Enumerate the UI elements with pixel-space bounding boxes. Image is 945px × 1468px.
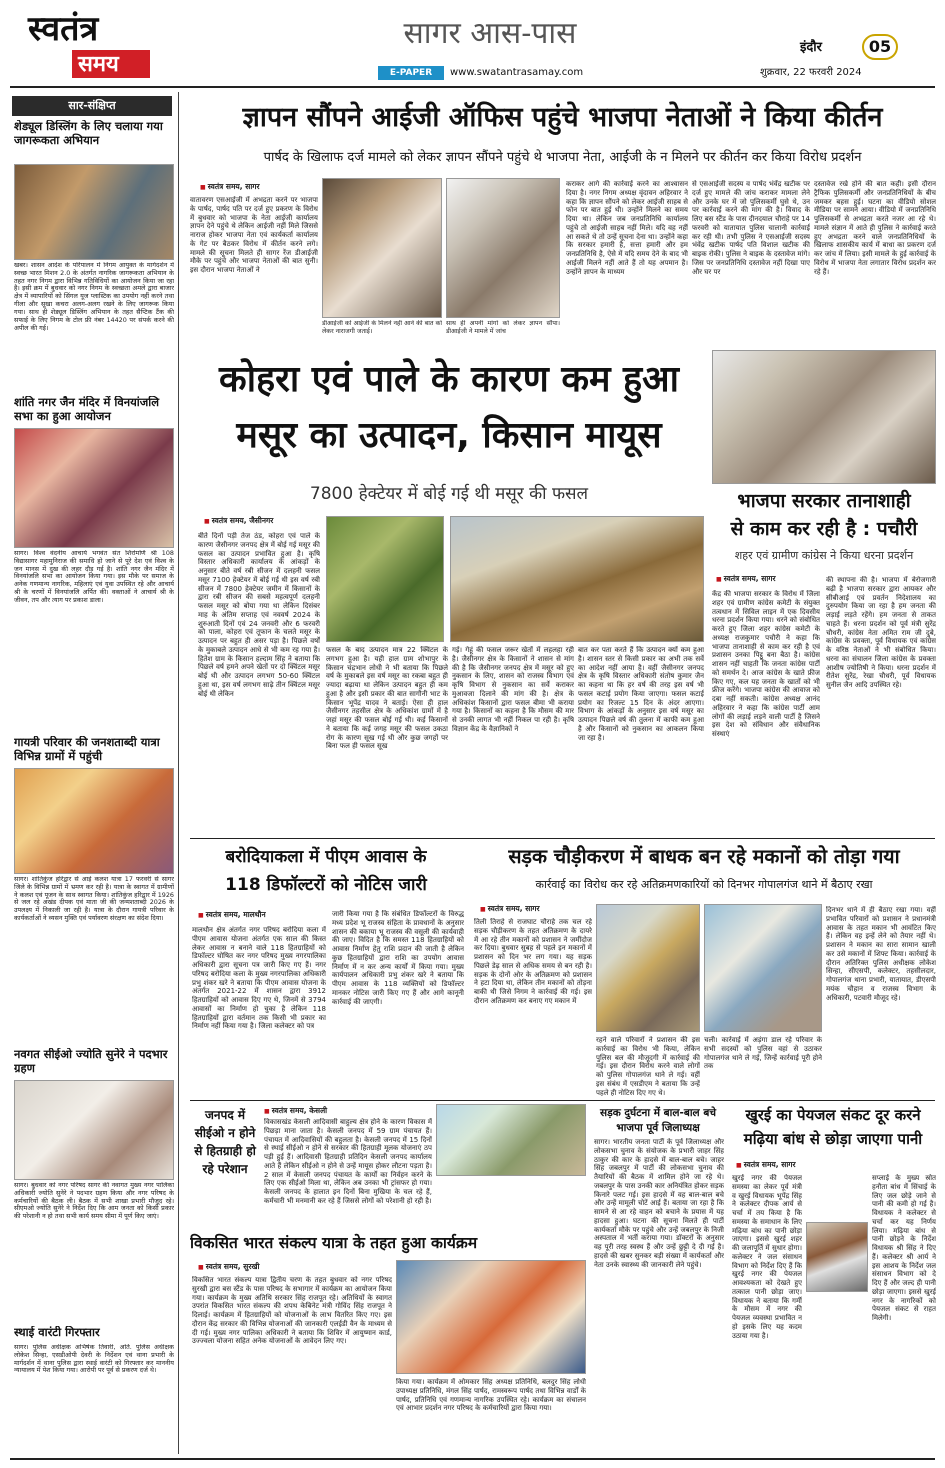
lower-divider: [190, 1100, 935, 1101]
protest-photo: [712, 350, 936, 484]
sidebar-item-2-photo: [14, 428, 174, 548]
website-link[interactable]: www.swatantrasamay.com: [450, 67, 584, 78]
lead-col-4: दस्तावेज रखे होने की बात कही। इसी दौरान ट्रैफिक पुलिसकर्मी और जनप्रतिनिधियों के बीच जमकर बहस हुई। घटना का वीडियो सोशल मीडिया पर सामने आया। वीडियो में जनप्रतिनिधि पुलिसकर्मी से अभद्रता करते नजर आ रहे थे। मामले संज्ञान में आते ही पुलिस ने कार्रवाई करते हुए अभद्रता करने वाले जनप्रतिनिधियों के खिलाफ शासकीय कार्य में बाधा का प्रकरण दर्ज कर जांच में लिया। इसी मामले के हुई कार्रवाई के विरोध में भाजपा नेता लगातार विरोध प्रदर्शन कर रहे हैं।: [814, 180, 936, 276]
crop-col-1: बीते दिनों पड़ी तेज ठंड, कोहरा एवं पाले के कारण जैसीनगर जनपद क्षेत्र में बोई गई मसूर की फसल का उत्पादन प्रभावित हुआ है। कृषि विस्तार अधिकारी कार्यालय के आंकड़ों के अनुसार बीते वर्ष रबी सीजन में दलहनी फसल मसूर 7100 हेक्टेयर में बोई गई थी इस वर्ष रबी सीजन में 7800 हेक्टेयर जमीन में किसानों के द्वारा रबी सीजन की सबसे महत्वपूर्ण दलहनी फसल मसूर को बोया गया था लेकिन दिसंबर माह के अंतिम सप्ताह एवं नववर्ष 2024 के शुरुआती दिनों एवं 24 जनवरी और 6 फरवरी को पाला, कोहरा एवं तूफान के चलते मसूर के उत्पादन पर बहुत ही असर पड़ा है। पिछले वर्षों के मुकाबले उत्पादन आधे से भी कम रह गया है। हितेश ग्राम के किसान हल्दाम सिंह ने बताया कि पिछले वर्ष हमने अपने खेतों पर दो क्विंटल मसूर बोई थी और उत्पादन लगभग 50-60 क्विंटल हुआ था, इस वर्ष लगभग साढ़े तीन क्विंटल मसूर बोई थी लेकिन: [198, 532, 320, 698]
kesli-headline: जनपद में सीईओ न होने से हितग्राही हो रहे परेशान: [194, 1108, 256, 1176]
kesli-photo: [436, 1104, 586, 1176]
sidebar-item-4-body: सागर। बुधवार को नगर परिषद सागर की नवागत मुख्य नगर पालिका अधिकारी ज्योति सुनेरे ने पदभार ग्रहण किया और नगर परिषद के कर्मचारियों की बैठक ली। बैठक में सभी शाखा प्रभारी मौजूद रहे। सीएमओ ज्योति सुनेरे ने निर्देश दिए कि आम जनता को किसी प्रकार की परेशानी न हो तथा सभी कार्य समय सीमा में पूर्ण किए जाएं।: [14, 1182, 174, 1221]
lead-subheadline: पार्षद के खिलाफ दर्ज मामले को लेकर ज्ञापन सौंपने पहुंचे थे भाजपा नेता, आईजी के न मिलने पर कीर्तन कर किया विरोध प्रदर्शन: [263, 150, 862, 165]
bridge-body: सागर। भारतीय जनता पार्टी के पूर्व जिलाध्यक्ष और लोकसभा चुनाव के संयोजक के प्रभारी जाहर सिंह ठाकुर की कार के हादसे में बाल-बाल बचे। जाहर सिंह जबलपुर में पार्टी की लोकसभा चुनाव की तैयारियों की बैठक में शामिल होने जा रहे थे। जबलपुर के पास उनकी कार अनियंत्रित होकर सड़क किनारे पलट गई। इस हादसे में वह बाल-बाल बचे और उन्हें मामूली चोटें आई हैं। बताया जा रहा है कि सामने से आ रहे वाहन को बचाने के प्रयास में यह हादसा हुआ। घटना की सूचना मिलते ही पार्टी कार्यकर्ता मौके पर पहुंचे और उन्हें जबलपुर के निजी अस्पताल में भर्ती कराया गया। डॉक्टरों के अनुसार वह पूरी तरह स्वस्थ हैं और उन्हें छुट्टी दे दी गई है। हादसे की खबर सुनकर बड़ी संख्या में कार्यकर्ता और नेता उनके स्वास्थ्य की जानकारी लेने पहुंचे।: [594, 1138, 724, 1269]
sidebar-header: [12, 96, 172, 116]
kesli-byline: ■ स्वतंत्र समय, केसली: [264, 1106, 327, 1116]
crop-headline: कोहरा एवं पाले के कारण कम हुआ मसूर का उत्पादन, किसान मायूस: [219, 359, 679, 456]
protest-headline-1: भाजपा सरकार तानाशाही: [737, 490, 911, 512]
lead-col-1: वातावरण एसआईजी में अभद्रता करने पर भाजपा के पार्षद, पार्षद पति पर दर्ज हुए प्रकरण के विरोध में बुधवार को भाजपा के नेता आईजी कार्यालय ज्ञापन देने पहुंचे थे लेकिन आईजी नहीं मिले जिससे नाराज होकर भाजपा नेता एवं कार्यकर्ता कार्यालय के गेट पर बैठकर विरोध में कीर्तन करने लगे। मामले की सूचना मिलते ही सागर रेंज डीआईजी मौके पर पहुंचे और भाजपा नेताओं की बात सुनी। इस दौरान भाजपा नेताओं ने: [190, 196, 318, 274]
sidebar-item-3-photo: [14, 768, 174, 874]
crop-col-2: फसल के बाद उत्पादन मात्र 22 क्विंटल के लगभग हुआ है। यही हाल ग्राम शोभापुर के किसान चंद्रभान लोधी ने भी बताया कि पिछले वर्ष के मुकाबले इस वर्ष मसूर का रकबा बहुत ही ज्यादा बढ़ाया था लेकिन उत्पादन बहुत ही कम हुआ है और इसी प्रकार की बात सागौनी भाट के किसान भूपेंद्र यादव ने बताई। ऐसा ही हाल जैसीनगर तहसील क्षेत्र के अधिकांश ग्रामों में है जहां मसूर की फसल बोई गई थी। कई किसानों ने बताया कि कई जगह मसूर की फसल उकठा रोग के कारण सूख गई थी और कुछ जगहों पर बिना फल ही फसल सूख: [326, 646, 448, 751]
housing-col-1: मालथौन क्षेत्र अंतर्गत नगर परिषद बरोदिया कला में पीएम आवास योजना अंतर्गत एक साल की किस्त लेकर आवास न बनाने वाले 118 हितग्राहियों को डिफॉल्टर घोषित कर नगर परिषद मुख्य नगरपालिका अधिकारी द्वारा सूचना पत्र जारी किए गए हैं। नगर परिषद बरोदिया कला के मुख्य नगरपालिका अधिकारी प्रभु शंकर खरे ने बताया कि पीएम आवास योजना के अंतर्गत 2021-22 में शासन द्वारा 3912 हितग्राहियों को आवास दिए गए थे, जिनमें से 3794 आवासों का निर्माण हो चुका है लेकिन 118 हितग्राहियों द्वारा वर्तमान तक किसी भी प्रकार का निर्माण नहीं किया गया है। जिला कलेक्टर को पत्र: [192, 926, 326, 1031]
bottom-rule: [10, 1458, 935, 1460]
protest-col-1: केंद्र की भाजपा सरकार के विरोध में जिला शहर एवं ग्रामीण कांग्रेस कमेटी के संयुक्त तत्वधान में सिविल लाइन में एक दिवसीय धरना प्रदर्शन किया गया। धरने को संबोधित करते हुए जिला शहर कांग्रेस कमेटी के अध्यक्ष राजकुमार पचौरी ने कहा कि भाजपा तानाशाही से काम कर रही है एवं प्रशासन उनका पिट्ठू बना बैठा है। कांग्रेस शासन नहीं चाहती कि जनता कांग्रेस पार्टी को समर्थन दे। आज कांग्रेस के खाते फ्रीज किए गए, कल यह जनता के खातों को भी फ्रीज करेंगे। भाजपा कांग्रेस की आवाज को दबा नहीं सकती। कांग्रेस अध्यक्ष आनंद अहिरवार ने कहा कि कांग्रेस पार्टी आम लोगों की लड़ाई लड़ने वाली पार्टी है जिसने इस देश को संविधान और संवैधानिक संस्थाएं: [712, 590, 820, 738]
crop-photo-2: [450, 516, 704, 642]
lead-byline: ■ स्वतंत्र समय, सागर: [200, 182, 260, 192]
sidebar-item-5-body: सागर। पुलिस अधीक्षक अभिषेक तिवारी, अति. पुलिस अधीक्षक लोकेश सिन्हा, एसडीओपी देवरी के निर्देशन एवं थाना प्रभारी के मार्गदर्शन में थाना पुलिस द्वारा स्थाई वारंटी को गिरफ्तार कर माननीय न्यायालय में पेश किया गया। आरोपी पर पूर्व से प्रकरण दर्ज थे।: [14, 1344, 174, 1375]
road-col-1: तिली तिराहे से राजघाट चौराहे तक चल रहे सड़क चौड़ीकरण के तहत अतिक्रमण के दायरे में आ रहे तीन मकानों को प्रशासन ने जमींदोज कर दिया। बुधवार सुबह से पहले इन मकानों में प्रशासन को दिन भर लग गया। यह सड़क पिछले डेढ़ साल से अधिक समय से बन रही है। सड़क के दोनों ओर के अतिक्रमण को प्रशासन ने हटा दिया था, लेकिन तीन मकानों को तोड़ना बाकी थी जिसे निगम ने कार्रवाई की गई। इस दौरान अतिक्रमण कर बनाए गए मकान में: [474, 918, 592, 1005]
road-byline: ■ स्वतंत्र समय, सागर: [480, 904, 540, 914]
logo[interactable]: [28, 10, 156, 80]
sidebar-item-2-headline: शांति नगर जैन मंदिर में विनयांजलि सभा का हुआ आयोजन: [14, 396, 160, 423]
masthead-divider: [10, 86, 935, 88]
sidebar-item-4-photo: [14, 1080, 174, 1180]
lead-caption-2: साथ ही अपनी मांगो को लेकर ज्ञापन सौंपा। डीआईजी ने मामले में जांच: [446, 320, 560, 335]
lead-photo-2: [446, 178, 560, 318]
road-photo-2: [704, 904, 822, 1032]
bridge-headline: सड़क दुर्घटना में बाल-बाल बचे भाजपा पूर्व जिलाध्यक्ष: [600, 1107, 716, 1134]
road-headline: सड़क चौड़ीकरण में बाधक बन रहे मकानों को तोड़ा गया: [508, 845, 900, 868]
housing-headline-1: बरोदियाकला में पीएम आवास के: [225, 847, 427, 867]
section-title: सागर आस-पास: [403, 16, 577, 51]
water-col-2: सप्लाई के मुख्य स्रोत हनौता बांध में सिंचाई के लिए जल छोड़े जाने से पानी की कमी हो गई है। विधायक ने कलेक्टर से चर्चा कर यह निर्णय लिया। मढ़िया बांध से पानी छोड़ने के निर्देश विधायक श्री सिंह ने दिए हैं। कलेक्टर श्री आर्य ने इस आशय के निर्देश जल संसाधन विभाग को दे दिए हैं और जल्द ही पानी छोड़ा जाएगा। इससे खुरई नगर के नागरिकों को पेयजल संकट से राहत मिलेगी।: [872, 1174, 936, 1322]
lead-headline: ज्ञापन सौंपने आईजी ऑफिस पहुंचे भाजपा नेताओं ने किया कीर्तन: [242, 102, 883, 133]
water-headline-2: मढ़िया बांध से छोड़ा जाएगा पानी: [743, 1130, 923, 1148]
water-byline: ■ स्वतंत्र समय, सागर: [736, 1160, 796, 1170]
housing-col-2: जारी किया गया है कि संबंधित डिफॉल्टरों के विरुद्ध मध्य प्रदेश भू राजस्व संहिता के प्रावधानों के अनुसार शासन की बकाया भू राजस्व की वसूली की कार्यवाही की जाए। विदित है कि समस्त 118 हितग्राहियों को आवास निर्माण हेतु राशि प्रदान की जाती है लेकिन कुछ हितग्राहियों द्वारा राशि का उपयोग आवास निर्माण में न कर अन्य कार्यों में किया गया। मुख्य कार्यपालन अधिकारी प्रभु शंकर खरे ने बताया कि पीएम आवास के 118 व्यक्तियों को डिफॉल्टर मानकर नोटिस जारी किए गए हैं और आगे कानूनी कार्रवाई की जाएगी।: [332, 910, 464, 1006]
page-number: 05: [862, 34, 898, 60]
yatra-byline: ■ स्वतंत्र समय, सुरखी: [198, 1262, 259, 1272]
kesli-headline-box: [190, 1106, 260, 1224]
lead-col-3: से एसआईजी सदस्य व पार्षद भंवेंद्र खटीक पर दर्ज हुए मामले की जांच कराकर मामला लेने और उनके घर में जो पुलिसकर्मी घुसे थे, उन पर कार्रवाई करने की मांग की है। विवाद के लिए बस स्टैंड के पास दीनदयाल चौराहे पर 14 फरवरी को यातायात पुलिस चालानी कार्रवाई कर रही थी। तभी पुलिस ने एसआईजी सदस्य भंवेंद्र खटीक पार्षद पति विशाल खटीक की बाइक रोकी। पुलिस ने बाइक के दस्तावेज मांगे। जिस पर जनप्रतिनिधि दस्तावेज नहीं दिखा पाए और घर पर: [692, 180, 810, 276]
road-col-3: चली। कार्रवाई में अड़ंगा डाल रहे परिवार के सभी सदस्यों को पुलिस वहां से उठाकर गोपालगंज थाने ले गई, जिन्हें कार्रवाई पूरी होने तक: [704, 1036, 822, 1071]
yatra-headline: विकसित भारत संकल्प यात्रा के तहत हुआ कार्यक्रम: [190, 1234, 478, 1252]
lead-caption-1: डीआईजी को आईजी के मिलने नहीं आने की बात को लेकर नाराजगी जताई।: [322, 320, 442, 335]
sidebar-header-text: सार-संक्षिप्त: [68, 99, 116, 112]
kesli-body: विकासखंड केसली आदिवासी बाहुल्य क्षेत्र होने के कारण विकास में पिछड़ा माना जाता है। केसली जनपद में 59 ग्राम पंचायत हैं। पंचायत में आदिवासियों की बहुलता है। केसली जनपद में 15 दिनों से स्थाई सीईओ न होने से सरकार की हितग्राही मूलक योजनाएं ठप पड़ी हुई हैं। आदिवासी हितग्राही प्रतिदिन केसली जनपद कार्यालय आते हैं लेकिन सीईओ न होने से उन्हें मायूस होकर लौटना पड़ता है। 2 साल में केसली जनपद पंचायत के कार्यों का निर्वहन करने के लिए एक सीईओ मिला था, लेकिन अब उनका भी ट्रांसफर हो गया। केसली जनपद के हालात इन दिनों बिना मुखिया के चल रहे हैं, कर्मचारी भी मनमानी कर रहे हैं जिससे लोगों को परेशानी हो रही है।: [264, 1118, 432, 1205]
road-col-2: रहने वाले परिवारों ने प्रशासन की इस कार्रवाई का विरोध भी किया, लेकिन पुलिस बल की मौजूदगी में कार्रवाई की गई। इस दौरान विरोध करने वाले लोगों को पुलिस गोपालगंज थाने ले गई। वहीं इस संबंध में एसडीएम ने बताया कि उन्हें पहले ही नोटिस दिए गए थे।: [596, 1036, 700, 1096]
issue-date: शुक्रवार, 22 फरवरी 2024: [760, 67, 862, 78]
protest-headline-2: से काम कर रही है : पचौरी: [730, 518, 918, 540]
sidebar-item-1-headline: शेड्यूल डिस्लिंग के लिए चलाया गया जागरूकता अभियान: [14, 120, 163, 147]
sidebar-item-3-body: सागर। शांतिकुंज हरिद्वार से आई कलश यात्रा 17 फरवरी से सागर जिले के विभिन्न ग्रामों में भ्रमण कर रही है। यात्रा के स्वागत में ग्रामीणों ने कलश एवं पूजन के साथ स्वागत किया। शांतिकुंज हरिद्वार में 1926 से जल रहे अखंड दीपक एवं माता जी की जन्मशताब्दी 2026 के उपलक्ष्य में निकाली जा रही है। यात्रा के दौरान गायत्री परिवार के कार्यकर्ताओं ने व्यसन मुक्ति एवं पर्यावरण संरक्षण का संदेश दिया।: [14, 876, 174, 923]
sidebar-divider: [178, 92, 179, 1454]
crop-photo-1: [326, 516, 444, 642]
sidebar-item-2-body: सागर। विश्व वंदनीय आचार्य भगवंत संत शिरोमणि श्री 108 विद्यासागर महामुनिराज की समाधि हो जाने से पूरे देश एवं विश्व के जन मानस में दुख की लहर दौड़ गई है। शांति नगर जैन मंदिर में विनयांजलि सभा का आयोजन किया गया। इस मौके पर समाज के अनेक गणमान्य नागरिक, महिलाएं एवं युवा उपस्थित रहे और आचार्य श्री के चरणों में विनयांजलि अर्पित की। वक्ताओं ने आचार्य श्री के जीवन, तप और त्याग पर प्रकाश डाला।: [14, 550, 174, 604]
crop-col-4: बात कर पता करते हैं कि उत्पादन क्यों कम हुआ है। शासन स्तर से किसी प्रकार का अभी तक सर्वे का आदेश नहीं आया है। वहीं जैसीनगर जनपद क्षेत्र के कृषि विस्तार अधिकारी संतोष कुमार जैन का कहना था कि हर वर्ष की तरह इस वर्ष भी फसल कटाई प्रयोग किया जाएगा। फसल कटाई प्रयोग का रिजल्ट 15 दिन के अंदर आएगा। विभाग के आंकड़ों के अनुसार इस वर्ष मसूर का उत्पादन पिछले वर्ष की तुलना में काफी कम हुआ है और किसानों को नुकसान का आकलन किया जा रहा है।: [578, 646, 704, 742]
protest-subheadline: शहर एवं ग्रामीण कांग्रेस ने किया धरना प्रदर्शन: [734, 549, 914, 562]
masthead: [0, 0, 945, 88]
logo-bottom-text: समय: [78, 51, 119, 77]
water-col-1: खुरई नगर की पेयजल समस्या का लेकर पूर्व मंत्री व खुरई विधायक भूपेंद्र सिंह ने कलेक्टर दीपक आर्य से चर्चा में तय किया है कि समस्या के समाधान के लिए मढ़िया बांध का पानी छोड़ा जाएगा। इससे खुरई शहर की जलापूर्ति में सुधार होगा। कलेक्टर ने जल संसाधन विभाग को निर्देश दिए हैं कि खुरई नगर की पेयजल आवश्यकता को देखते हुए तत्काल पानी छोड़ा जाए। विधायक ने बताया कि गर्मी के मौसम में नगर की पेयजल व्यवस्था प्रभावित न हो इसके लिए यह कदम उठाया गया है।: [732, 1174, 802, 1340]
road-photo-1: [596, 904, 700, 1032]
logo-top-text: स्वतंत्र: [28, 9, 99, 49]
city-label: इंदौर: [800, 40, 822, 55]
road-col-4: दिनभर थाने में ही बैठाए रखा गया। वहीं प्रभावित परिवारों को प्रशासन ने प्रधानमंत्री आवास के तहत मकान भी आवंटित किए हैं। लेकिन वह इन्हें लेने को तैयार नहीं थे। प्रशासन ने मकान का सारा सामान खाली कर उसे मकानों में शिफ्ट किया। कार्रवाई के दौरान अतिरिक्त पुलिस अधीक्षक लोकेश सिन्हा, सीएसपी, कलेक्टर, तहसीलदार, गोपालगंज थाना प्रभारी, यातायात, डीएसपी मयंक चौहान व राजस्व विभाग के अधिकारी, पटवारी मौजूद रहे।: [826, 906, 936, 1002]
protest-byline: ■ स्वतंत्र समय, सागर: [716, 574, 776, 584]
water-headline-1: खुरई का पेयजल संकट दूर करने: [745, 1106, 921, 1124]
yatra-col-1: विकसित भारत संकल्प यात्रा द्वितीय चरण के तहत बुधवार को नगर परिषद सुरखी द्वारा बस स्टैंड के पास परिषद के सभागार में कार्यक्रम का आयोजन किया गया। कार्यक्रम के मुख्य अतिथि सरकार सिंह राजपूत रहे। अतिथियों के स्वागत उपरांत विकसित भारत संकल्प की शपथ केबिनेट मंत्री गोविंद सिंह राजपूत ने दिलाई। कार्यक्रम में हितग्राहियों को योजनाओं के लाभ वितरित किए गए। इस दौरान केंद्र सरकार की विभिन्न योजनाओं की जानकारी एलईडी वैन के माध्यम से दी गई। मुख्य नगर पालिका अधिकारी ने बताया कि शिविर में आयुष्मान कार्ड, उज्ज्वला योजना सहित अनेक योजनाओं के आवेदन लिए गए।: [192, 1276, 392, 1346]
sidebar-item-3-headline: गायत्री परिवार की जनशताब्दी यात्रा विभिन्न ग्रामों में पहुंची: [14, 736, 160, 763]
yatra-col-2: किया गया। कार्यक्रम में ओमकार सिंह अध्यक्ष प्रतिनिधि, बलदुर सिंह लोधी उपाध्यक्ष प्रतिनिधि, मंगल सिंह पार्षद, रामस्वरूप पार्षद तथा विभिन्न वार्डों के पार्षद, प्रतिनिधि एवं गणमान्य नागरिक उपस्थित रहे। कार्यक्रम का संचालन एवं आभार प्रदर्शन नगर परिषद के कर्मचारियों द्वारा किया गया।: [396, 1378, 586, 1413]
water-photo: [806, 1222, 868, 1292]
sidebar-item-1-body: खबर। शासन आदेश के परिपालन में निगम आयुक्त के मार्गदर्शन में स्वच्छ भारत मिशन 2.0 के अंतर्गत नागरिक जागरूकता अभियान के तहत नगर निगम द्वारा विभिन्न गतिविधियों का आयोजन किया जा रहा है। इसी क्रम में बुधवार को नगर निगम के स्वच्छता अमले द्वारा बाजार क्षेत्र में व्यापारियों को सिंगल यूज प्लास्टिक का उपयोग नहीं करने तथा गीला और सूखा कचरा अलग-अलग रखने के लिए जागरूक किया गया। साथ ही शेड्यूल डिस्लिंग अभियान के तहत सैप्टिक टैंक की सफाई के लिए निगम के टोल फ्री नंबर 14420 पर संपर्क करने की अपील की गई।: [14, 262, 174, 332]
protest-col-2: की स्थापना की है। भाजपा में बेरोजगारी बढ़ी है भाजपा सरकार द्वारा आयकर और सीबीआई एवं प्रवर्तन निदेशालय का दुरुपयोग किया जा रहा है हम जनता की लड़ाई लड़ते रहेंगे। हम जनता से ताकत चाहते हैं। धरना प्रदर्शन को पूर्व मंत्री सुरेंद्र चौधरी, कांग्रेस नेता अमित राम जी दुबे, कांग्रेस के प्रवक्ता, पूर्व विधायक एवं कांग्रेस के वरिष्ठ नेताओं ने भी संबोधित किया। धरना का संचालन जिला कांग्रेस के प्रवक्ता आशीष ज्योतिषी ने किया। धरना प्रदर्शन में रीतेश सुरेंद्र, रेखा चौधरी, पूर्व विधायक सुनील जैन आदि उपस्थित रहे।: [826, 576, 936, 689]
yatra-photo: [396, 1260, 586, 1374]
sidebar-item-1-photo: [14, 164, 174, 260]
crop-headline-box: [194, 352, 704, 474]
lead-col-2: कराकर आगे की कार्रवाई करने का आश्वासन दिया है। नगर निगम अध्यक्ष वृंदावन अहिरवार ने कहा कि ज्ञापन सौंपने को लेकर आईजी साहब से फोन पर बात हुई थी। उन्होंने मिलने का समय दिया था। लेकिन जब जनप्रतिनिधि कार्यालय पहुंचे तो आईजी साहब नहीं मिले। यदि वह नहीं आ सकते थे तो उन्हें सूचना देना था। उन्होंने कहा कि सरकार हमारी है, सत्ता हमारी और हम जनप्रतिनिधि है, ऐसे में यदि समय देने के बाद भी आईजी मिलने नहीं आते हैं तो यह अपमान है। उन्होंने ज्ञापन के माध्यम: [566, 180, 688, 276]
crop-subheadline: 7800 हेक्टेयर में बोई गई थी मसूर की फसल: [309, 484, 589, 504]
sidebar-item-4-headline: नवगत सीईओ ज्योति सुनेरे ने पदभार ग्रहण: [14, 1048, 168, 1075]
sidebar-item-5-headline: स्थाई वारंटी गिरफ्तार: [14, 1326, 100, 1339]
lead-photo-1: [322, 178, 442, 318]
crop-col-3: गई। गेहूं की फसल जरूर खेतों में लहलहा रही है। जैसीनगर क्षेत्र के किसानों ने शासन से मांग की है कि जैसीनगर जनपद क्षेत्र में मसूर को हुए नुकसान के लिए, शासन को राजस्व विभाग एवं कृषि विभाग से नुकसान का सर्वे कराकर मुआवजा दिलाने की मांग की है। क्षेत्र के अधिकांश किसानों द्वारा फसल बीमा भी कराया गया है। किसानों का कहना है कि मौसम की मार से उनकी लागत भी नहीं निकल पा रही है। कृषि विज्ञान केंद्र के वैज्ञानिकों ने: [452, 646, 574, 733]
housing-byline: ■ स्वतंत्र समय, मालथौन: [198, 910, 266, 920]
crop-byline: ■ स्वतंत्र समय, जैसीनगर: [204, 516, 273, 526]
mid-divider: [190, 838, 935, 839]
housing-headline-2: 118 डिफॉल्टरों को नोटिस जारी: [225, 875, 427, 895]
epaper-label: E-PAPER: [378, 66, 444, 80]
road-subheadline: कार्रवाई का विरोध कर रहे अतिक्रमणकारियों को दिनभर गोपालगंज थाने में बैठाए रखा: [535, 878, 873, 891]
